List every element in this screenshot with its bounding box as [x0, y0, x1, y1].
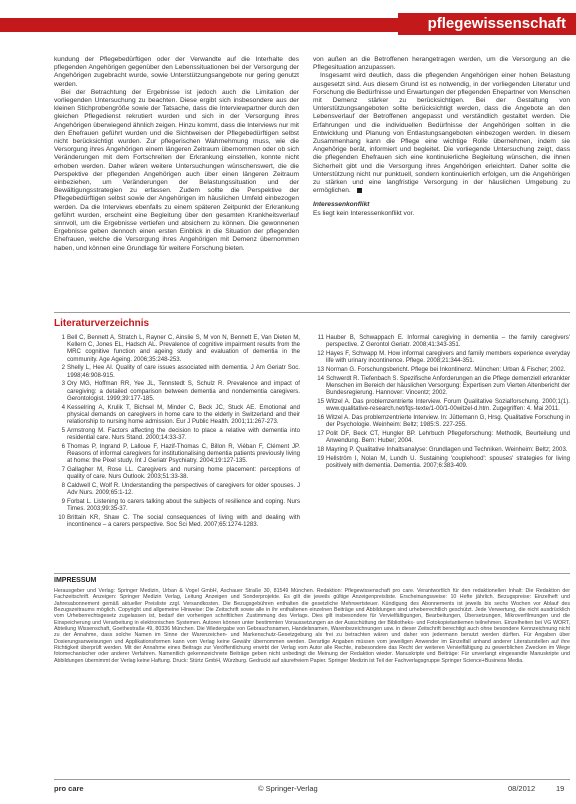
reference-text: Norman G. Forschungsbericht. Pflege bei Inkontinenz. München: Urban & Fischer; 2002. [326, 366, 566, 373]
reference-text: Brittain KR, Shaw C. The social consequences of living with and dealing with incontinence – a carers perspective. Soc Sci Med. 2007;65:1274-1283. [67, 514, 300, 529]
reference-text: Ory MG, Hoffman RR, Yee JL, Tennstedt S, Schulz R. Prevalence and impact of caregiving: a detailed comparison between dementia and nondementia caregivers. Gerontologist. 1999;39:177-185. [67, 380, 300, 402]
reference-text: Hauber B, Schwappach E. Informal caregiving in dementia – the family caregivers' perspective. Z Gerontol Geriatr. 2008;41:343-351. [326, 334, 570, 349]
body-paragraph: Insgesamt wird deutlich, dass die pflegenden Angehörigen einer hohen Belastung ausgesetzt sind. Aus diesem Grund ist es notwendig, in der vorliegenden Literatur und Forschung die Bedürfnisse und Erwartungen der pflegenden Ehepartner von Menschen mit Demenz stärker zu berücksichtigen. Bei der Gestaltung von Unterstützungsangeboten sollte berücksichtigt werden, dass die Angebote an den Lebensverlauf der Betroffenen angepasst und verständlich gestaltet werden. Die Erfahrungen und die individuellen Bedürfnisse der Angehörigen sollten in die Entwicklung und Planung von Entlastungsangeboten einbezogen werden. In diesem Zusammenhang kann die Pflege eine wichtige Rolle übernehmen, indem sie Angehörige berät, informiert und begleitet. Die vorliegende Untersuchung zeigt, dass die pflegenden Ehefrauen sich eine kontinuierliche Begleitung wünschen, die ihnen Sicherheit gibt und die Versorgung ihres Angehörigen erleichtert. Daher sollte die Unterstützung nicht nur punktuell, sondern kontinuierlich erfolgen, um die Angehörigen zu stärken und eine langfristige Versorgung in der häuslichen Umgebung zu ermöglichen. [313, 72, 570, 195]
reference-item [313, 375, 570, 397]
reference-item [54, 466, 300, 480]
section-divider [54, 312, 570, 313]
reference-number: 19 [317, 454, 324, 462]
reference-text: Hayes F, Schwapp M. How informal caregivers and family members experience everyday life with urinary incontinence. Pflege. 2008;21:344-351. [326, 350, 570, 365]
reference-number: 18 [317, 446, 324, 453]
reference-number: 13 [317, 366, 324, 373]
impressum-divider [54, 573, 570, 574]
reference-number: 12 [317, 350, 324, 357]
page-number: 19 [556, 784, 565, 793]
reference-text: Hellström I, Nolan M, Lundh U. Sustaining 'couplehood': spouses' strategies for living positively with dementia. Dementia. 2007;6:383-409. [326, 454, 570, 469]
reference-item [313, 366, 570, 373]
footer-journal: pro care [54, 784, 84, 793]
reference-number: 15 [317, 398, 324, 405]
reference-item [54, 514, 300, 528]
reference-item [313, 455, 570, 469]
body-paragraph: von außen an die Betroffenen herangetragen werden, um die Versorgung an die Pflegesituation anzupassen. [313, 56, 570, 72]
reference-text: Witzel A. Das problemzentrierte Interview. In: Jüttemann G, Hrsg. Qualitative Forschung in der Psychologie. Weinheim: Beltz; 1985:S. 227-255. [326, 414, 570, 429]
body-paragraph: Bei der Betrachtung der Ergebnisse ist jedoch auch die Limitation der vorliegenden Untersuchung zu beachten. Diese ergibt sich insbesondere aus der kleinen Stichprobengröße sowie der Tatsache, dass die Interviewpartner durch den gleichen Pflegedienst rekrutiert wurden und sich in der Versorgung ihres Angehörigen überwiegend ähnlich zeigen. Hinzu kommt, dass die Interviews nur mit den Ehefrauen geführt wurden und die Sichtweisen der Pflegebedürftigen selbst nicht berücksichtigt wurden. Zur pflegerischen Wahrnehmung muss, wie die Versorgung ihres Angehörigen einem längeren Zeitraum übernommen oder ob sich Veränderungen mit dem Fortschreiten der Erkrankung einstellen, konnte nicht erhoben werden. Daher wären weitere Untersuchungen wünschenswert, die die Perspektive der pflegenden Angehörigen auch über einen längeren Zeitraum einbeziehen, um Veränderungen der Belastungssituation und der Bewältigungsstrategien zu erfassen. Zudem sollte die Perspektive der Pflegebedürftigen selbst sowie der Angehörigen im häuslichen Umfeld einbezogen werden. Da die Interviews ebenfalls zu einem späteren Zeitpunkt der Erkrankung geführt wurden, erscheint eine Begleitung über den gesamten Krankheitsverlauf sinnvoll, um die Ergebnisse vertiefen und absichern zu können. Die gewonnenen Ergebnisse geben dennoch einen ersten Einblick in die Situation der pflegenden Ehefrauen, welche die Versorgung ihres Angehörigen mit Demenz übernommen haben, und können eine Grundlage für weitere Forschung bieten. [54, 88, 299, 252]
reference-item [54, 443, 300, 465]
reference-text: Shelly L, Hee AI. Quality of care issues associated with dementia. J Am Geriatr Soc. 1998;46:908-915. [67, 364, 300, 379]
reference-number: 14 [317, 374, 324, 382]
impressum-title: IMPRESSUM [54, 577, 97, 584]
reference-number: 3 [61, 380, 65, 388]
reference-item [313, 398, 570, 412]
reference-item [54, 380, 300, 402]
interest-conflict-title: Interessenkonflikt [313, 201, 370, 209]
reference-text: Gallagher M, Rose LL. Caregivers and nursing home placement: perceptions of quality of care. Nurs Outlook. 2003;51:33-38. [67, 466, 300, 481]
body-column-left [54, 56, 299, 253]
journal-title: pflegewissenschaft [398, 13, 576, 35]
body-paragraph: kundung der Pflegebedürftigen oder der Verwandte auf die Interhalte des pflegenden Angehörigen gegenüber den Lebenssituationen bei der Versorgung der Angehörigen zugebracht wurde, sowie Unterstützungsangebote nur gering genutzt werden. [54, 56, 299, 88]
reference-text: Thomas P, Ingrand P, Lalloue F, Hazif-Thomas C, Billon R, Viéban F, Clément JP. Reasons of informal caregivers for institutionalising dementia patients previously living at home: the Pixel study. Int J Geriatr Psychiatry. 2004;19:127-135. [67, 442, 300, 465]
reference-item [313, 430, 570, 444]
reference-text: Mayring P. Qualitative Inhaltsanalyse: Grundlagen und Techniken. Weinheim: Beltz; 2003. [326, 446, 568, 453]
reference-text: Forbat L. Listening to carers talking about the subjects of resilience and coping. Nurs Times. 2003;99:35-37. [67, 498, 300, 513]
reference-item [313, 350, 570, 364]
reference-item [54, 334, 300, 363]
reference-item [313, 334, 570, 348]
reference-number: 16 [317, 414, 324, 421]
reference-number: 17 [317, 430, 324, 437]
reference-text: Schwerdt R. Tiefenbach S. Spezifische Anforderungen an die Pflege demenziell erkrankter Menschen im Bereich der häuslichen Versorgung: Expertisen zum Vierten Altenbericht der Bundesregierung. Hannover: Vincentz; 2002. [326, 374, 570, 397]
reference-number: 5 [61, 426, 65, 434]
reference-item [313, 414, 570, 428]
reference-item [313, 446, 570, 453]
reference-item [54, 482, 300, 496]
body-column-right [313, 56, 570, 218]
reference-text: Caldwell C, Wolf R. Understanding the perspectives of caregivers for older spouses. J Adv Nurs. 2009;65:1-12. [67, 482, 300, 497]
end-of-article-mark [357, 188, 362, 193]
reference-number: 11 [317, 334, 324, 341]
reference-text: Witzel A. Das problemzentrierte Interview. Forum Qualitative Sozialforschung. 2000;1(1). www.qualitative-research.net/fqs-texte/1-00/1-00witzel-d.htm. Zugegriffen: 4. Mai 2011. [326, 398, 570, 413]
references-list-right [313, 334, 570, 471]
reference-number: 10 [58, 514, 65, 522]
reference-text: Polit DF, Beck CT, Hungler BP. Lehrbuch Pflegeforschung: Methodik, Beurteilung und Anwendung. Bern: Huber; 2004. [326, 430, 570, 445]
footer-divider [54, 779, 570, 780]
references-title: Literaturverzeichnis [54, 318, 150, 329]
reference-text: Armstrong M. Factors affecting the decision to place a relative with dementia into residential care. Nurs Stand. 2000;14:33-37. [67, 426, 300, 442]
reference-item [54, 364, 300, 378]
reference-item [54, 427, 300, 441]
reference-number: 8 [61, 482, 65, 490]
reference-item [54, 498, 300, 512]
interest-conflict-text: Es liegt kein Interessenkonflikt vor. [313, 209, 415, 217]
footer-issue: 08/2012 [508, 784, 536, 793]
reference-number: 1 [61, 334, 65, 341]
reference-text: Bell C, Bennett A, Stratch L, Rayner C, Ainslie S, M von N, Bennett E, Van Dieten M, Kellern C, Jones EL, Hadsch AL. Prevalence of cognitive impairment results from the MRC cognitive function and ageing study and evaluation of dementia in the community. Age Ageing. 2006;35:248-253. [67, 334, 300, 363]
reference-number: 9 [61, 498, 65, 506]
reference-text: Kesselring A, Krulik T, Bichsel M, Minder C, Beck JC, Stuck AE. Emotional and physical demands on caregivers in home care to the elderly in Switzerland and their relationship to nursing home admission. Eur J Public Health. 2001;11:267-273. [67, 403, 300, 426]
references-list-left [54, 334, 300, 530]
reference-number: 6 [61, 442, 65, 450]
reference-item [54, 404, 300, 426]
reference-number: 4 [61, 403, 65, 411]
reference-number: 2 [61, 364, 65, 372]
impressum-text: Herausgeber und Verlag: Springer Medizin, Urban & Vogel GmbH, Aschauer Straße 30, 81549 München. Redaktion: Pflegewissenschaft pro care. Verantwortlich für den redaktionellen Inhalt: Die Redaktion der Fachzeitschrift. Anzeigen: Springer Medizin Verlag, Leitung Anzeigen und Sonderprojekte. Es gilt die jeweils gültige Anzeigenpreisliste. Erscheinungsweise: 10 Hefte jährlich. Bezugspreise: Einzelheft und Jahresabonnement gemäß aktueller Preisliste zzgl. Versandkosten. Die Bezugsgebühren enthalten die gesetzliche Mehrwertsteuer. Kündigung des Abonnements ist jeweils bis sechs Wochen vor Ablauf des Bezugszeitraums möglich. Copyright und allgemeine Hinweise: Die Zeitschrift sowie alle in ihr enthaltenen einzelnen Beiträge und Abbildungen sind urheberrechtlich geschützt. Jede Verwertung, die nicht ausdrücklich vom Urheberrechtsgesetz zugelassen ist, bedarf der vorherigen schriftlichen Zustimmung des Verlags. Dies gilt insbesondere für Vervielfältigungen, Bearbeitungen, Übersetzungen, Mikroverfilmungen und die Einspeicherung und Verarbeitung in elektronischen Systemen. Autoren können unter bestimmten Voraussetzungen an der Ausschüttung der Bibliotheks- und Fotokopietantiemen teilnehmen. Einzelheiten bei VG WORT, Abteilung Wissenschaft, Goethestraße 49, 80336 München. Die Wiedergabe von Gebrauchsnamen, Handelsnamen, Warenbezeichnungen usw. in dieser Zeitschrift berechtigt auch ohne besondere Kennzeichnung nicht zu der Annahme, dass solche Namen im Sinne der Warenzeichen- und Markenschutz-Gesetzgebung als frei zu betrachten wären und daher von jedermann benutzt werden dürften. Für Angaben über Dosierungsanweisungen und Applikationsformen kann vom Verlag keine Gewähr übernommen werden. Derartige Angaben müssen vom jeweiligen Anwender im Einzelfall anhand anderer Literaturstellen auf ihre Richtigkeit überprüft werden. Mit der Annahme eines Beitrags zur Veröffentlichung erwirbt der Verlag vom Autor alle Rechte, insbesondere das Recht der weiteren Vervielfältigung zu gewerblichen Zwecken im Wege fotomechanischer oder anderer Verfahren. Namentlich gekennzeichnete Beiträge geben nicht unbedingt die Meinung der Redaktion wieder. Manuskripte und Beiträge: Für unverlangt eingesandte Manuskripte und Abbildungen übernimmt der Verlag keine Haftung. Druck: Stürtz GmbH, Würzburg. Gedruckt auf säurefreiem Papier. Springer Medizin ist Teil der Fachverlagsgruppe Springer Science+Business Media. [54, 588, 570, 664]
footer-publisher: © Springer-Verlag [258, 784, 318, 793]
page-header [0, 0, 576, 32]
reference-number: 7 [61, 466, 65, 474]
